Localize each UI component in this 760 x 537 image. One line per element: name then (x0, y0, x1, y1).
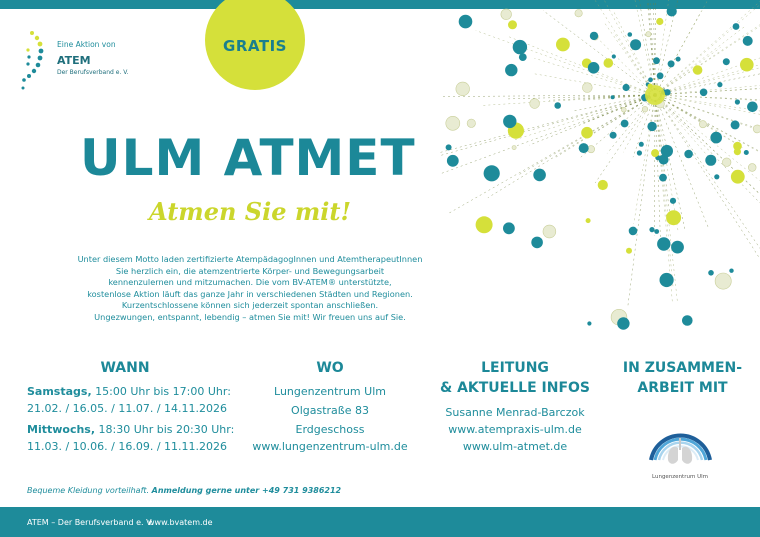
burst-dot (734, 148, 741, 155)
burst-ray (655, 0, 711, 95)
logo-name: ATEM (57, 54, 91, 67)
burst-dot (722, 158, 731, 167)
saturday-label: Samstags, (27, 385, 92, 398)
burst-dot (476, 216, 493, 233)
burst-ray (507, 95, 655, 99)
burst-dot (446, 116, 460, 130)
burst-dot (651, 149, 659, 157)
burst-dot (530, 99, 540, 109)
breath-burst-illustration (440, 0, 760, 330)
gratis-label: GRATIS (223, 37, 287, 55)
burst-dot (446, 144, 452, 150)
gratis-badge (205, 0, 305, 90)
burst-dot (598, 180, 608, 190)
burst-ray (543, 10, 655, 95)
burst-ray (655, 22, 760, 95)
registration-note (27, 486, 341, 495)
wednesday-label: Mittwochs, (27, 423, 96, 436)
burst-dot (554, 102, 561, 109)
intro-line: kennenzulernen und mitzumachen. Die vom BV-ATEM® unterstützte, (108, 277, 392, 288)
burst-dot (581, 127, 593, 139)
burst-dot (717, 82, 722, 87)
burst-dot (682, 315, 693, 326)
burst-dot (661, 145, 673, 157)
leitung-heading (430, 358, 600, 398)
burst-center (645, 85, 665, 105)
burst-dot (705, 155, 716, 166)
burst-ray (655, 95, 672, 303)
burst-dot (743, 36, 753, 46)
burst-dot (671, 241, 684, 254)
burst-dot (588, 146, 595, 153)
partner-heading-line-2: ARBEIT MIT (637, 380, 728, 396)
burst-ray (655, 82, 760, 95)
note-phone: Anmeldung gerne unter +49 731 9386212 (151, 486, 342, 495)
burst-ray (655, 95, 661, 244)
burst-dot (508, 20, 517, 29)
burst-dot (740, 58, 754, 72)
wo-heading: WO (316, 360, 344, 376)
burst-dot (735, 99, 740, 104)
burst-dot (533, 169, 546, 182)
atem-logo (20, 30, 150, 94)
intro-line: Kurzentschlossene können sich jederzeit spontan anschließen. (121, 300, 379, 311)
burst-dot (459, 15, 473, 29)
burst-ray (556, 95, 655, 157)
burst-ray (448, 95, 655, 214)
burst-ray (655, 95, 735, 142)
wo-line: Lungenzentrum Ulm (274, 385, 386, 398)
burst-ray (655, 95, 760, 106)
wo-line: Olgastraße 83 (291, 404, 369, 417)
burst-dot (699, 121, 706, 128)
burst-dot (657, 237, 670, 250)
burst-dot (586, 218, 591, 223)
burst-ray (655, 27, 745, 95)
footer-org: ATEM – Der Berufsverband e. V. (27, 518, 154, 527)
burst-dot (653, 57, 660, 64)
wednesday-time: 18:30 Uhr bis 20:30 Uhr: (95, 423, 235, 436)
footer-bar (0, 507, 760, 537)
logo-tagline: Eine Aktion von (57, 40, 116, 49)
burst-dot (667, 6, 677, 16)
saturday-dates: 21.02. / 16.05. / 11.07. / 14.11.2026 (27, 402, 228, 415)
burst-dot (467, 119, 475, 127)
burst-dot (621, 107, 626, 112)
burst-dot (590, 32, 598, 40)
note-text: Bequeme Kleidung vorteilhaft. (27, 486, 152, 495)
burst-dot (715, 273, 731, 289)
burst-ray (634, 95, 655, 224)
burst-dot (670, 198, 676, 204)
saturday-line (27, 383, 231, 401)
burst-dot (647, 122, 656, 131)
burst-dot (579, 143, 589, 153)
burst-ray (440, 95, 655, 160)
burst-dot (700, 89, 708, 97)
intro-text (40, 254, 460, 324)
burst-dot (456, 82, 470, 96)
burst-ray (600, 0, 655, 95)
burst-dot (604, 58, 614, 68)
burst-dot (503, 222, 515, 234)
burst-dot (659, 174, 667, 182)
burst-dot (729, 269, 733, 273)
ulm-atmet-link[interactable]: www.ulm-atmet.de (462, 440, 568, 453)
burst-ray (440, 95, 655, 97)
burst-dot (642, 106, 648, 112)
leitung-heading-line-1: LEITUNG (481, 360, 549, 376)
wednesday-line (27, 421, 234, 439)
burst-dot (512, 146, 516, 150)
burst-ray (654, 95, 655, 235)
wann-heading: WANN (100, 360, 150, 376)
burst-dot (629, 227, 638, 236)
intro-line: Ungezwungen, entspannt, lebendig – atmen Sie mit! Wir freuen uns auf Sie. (94, 311, 406, 322)
burst-dot (621, 120, 629, 128)
burst-dot (628, 32, 633, 37)
burst-dot (587, 321, 591, 325)
leitung-name: Susanne Menrad-Barczok (445, 406, 585, 419)
burst-ray (655, 0, 656, 95)
burst-dot (649, 227, 654, 232)
burst-dot (684, 150, 693, 159)
burst-dot (610, 132, 617, 139)
burst-dot (656, 18, 663, 25)
burst-dot (693, 65, 703, 75)
burst-ray (655, 95, 673, 289)
logo-subname: Der Berufsverband e. V. (57, 69, 129, 76)
burst-ray (655, 83, 760, 95)
leitung-heading-line-2: & AKTUELLE INFOS (439, 380, 590, 396)
burst-ray (655, 95, 760, 197)
burst-dot (748, 164, 756, 172)
burst-dot (505, 64, 517, 76)
burst-dot (513, 40, 527, 54)
burst-dot (708, 270, 714, 276)
burst-dot (543, 225, 556, 238)
partner-logo-label: Lungenzentrum Ulm (652, 474, 708, 480)
atempraxis-link[interactable]: www.atempraxis-ulm.de (448, 423, 582, 436)
burst-dot (676, 57, 681, 62)
burst-dot (637, 150, 642, 155)
burst-dot (626, 248, 632, 254)
burst-dot (623, 84, 630, 91)
saturday-time: 15:00 Uhr bis 17:00 Uhr: (91, 385, 231, 398)
atem-dots-icon (20, 30, 54, 94)
burst-dot (630, 39, 641, 50)
burst-dot (501, 9, 512, 20)
burst-dot (654, 229, 659, 234)
burst-dot (723, 58, 730, 65)
burst-dot (731, 120, 740, 129)
burst-dot (744, 150, 749, 155)
burst-ray (655, 95, 743, 148)
burst-dot (714, 174, 719, 179)
burst-dot (484, 165, 500, 181)
burst-dot (710, 132, 722, 144)
burst-ray (655, 95, 760, 138)
burst-dot (503, 115, 516, 128)
burst-dot (733, 23, 740, 30)
burst-dot (612, 54, 616, 58)
burst-dot (660, 273, 674, 287)
burst-dot (639, 142, 644, 147)
intro-line: Unter diesem Motto laden zertifizierte AtempädagogInnen und AtemtherapeutInnen (77, 254, 423, 264)
burst-dot (648, 77, 653, 82)
burst-dot (617, 317, 629, 329)
burst-dot (588, 62, 600, 74)
wednesday-dates: 11.03. / 10.06. / 16.09. / 11.11.2026 (27, 440, 228, 453)
burst-ray (613, 11, 655, 95)
burst-dot (753, 125, 760, 133)
intro-line: Sie herzlich ein, die atemzentrierte Körper- und Bewegungsarbeit (115, 265, 385, 276)
page-subtitle: Atmen Sie mit! (149, 197, 351, 226)
burst-dot (531, 237, 543, 249)
burst-dot (668, 60, 675, 67)
burst-dot (575, 10, 582, 17)
burst-dot (611, 95, 615, 99)
burst-dot (666, 210, 681, 225)
intro-line: kostenlose Aktion läuft das ganze Jahr in verschiedenen Städten und Regionen. (87, 288, 413, 299)
burst-dot (556, 38, 570, 52)
partner-heading (615, 358, 750, 398)
footer-url-link[interactable]: www.bvatem.de (148, 518, 213, 527)
burst-dot (657, 72, 664, 79)
burst-dot (731, 170, 745, 184)
burst-dot (582, 83, 592, 93)
page-title: ULM ATMET (80, 129, 416, 187)
burst-dot (747, 102, 758, 113)
burst-dot (447, 155, 459, 167)
wo-website-link[interactable]: www.lungenzentrum-ulm.de (252, 440, 408, 453)
wo-line: Erdgeschoss (295, 423, 365, 436)
burst-dot (519, 53, 527, 61)
partner-heading-line-1: IN ZUSAMMEN- (622, 360, 743, 376)
burst-dot (646, 32, 651, 37)
burst-dot (664, 89, 670, 95)
